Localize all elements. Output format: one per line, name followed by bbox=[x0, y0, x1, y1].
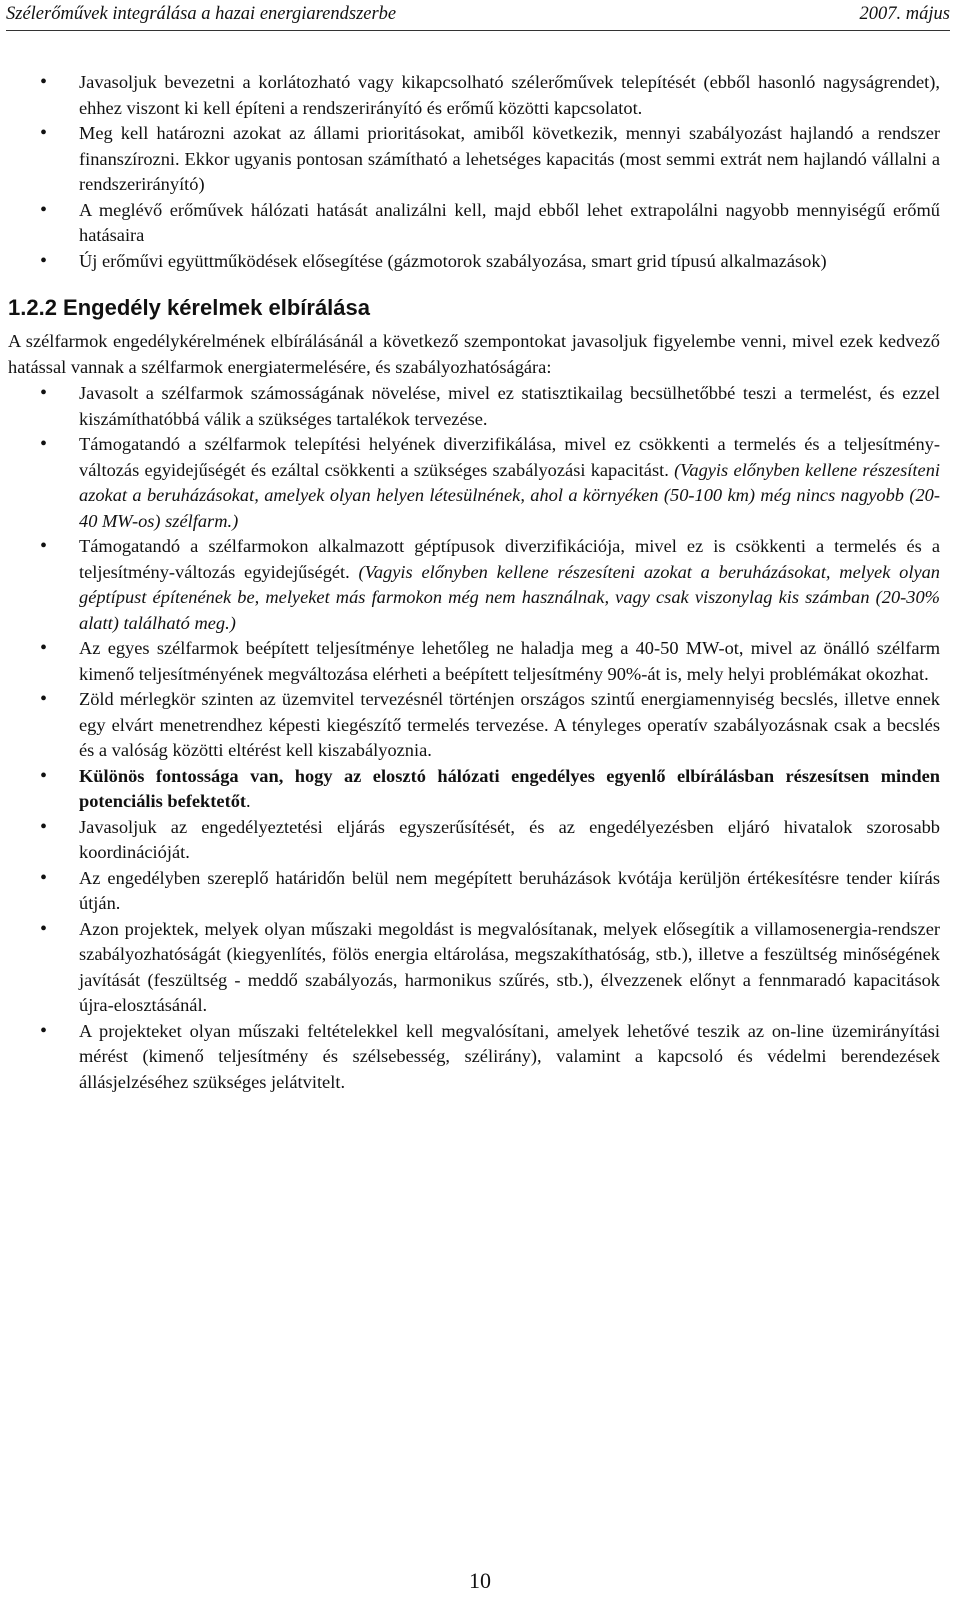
list-item bbox=[8, 432, 940, 534]
list-item: • Új erőművi együttműködések elősegítése (gázmotorok szabályozása, smart grid típusú alkalmazások) bbox=[8, 249, 940, 275]
list-item-text: Támogatandó a szélfarmok telepítési helyének diverzifikálása, mivel ez csökkenti a termelés és a teljesítmény-változás egyidejűségét és ezáltal csökkenti a szükséges szabályozási kapacitást. bbox=[79, 434, 940, 480]
list-item bbox=[8, 534, 940, 636]
list-item: • Javasoljuk bevezetni a korlátozható vagy kikapcsolható szélerőművek telepítését (ebből hasonló nagyságrendet), ehhez viszont ki kell építeni a rendszerirányító és erőmű közötti kapcsolatot. bbox=[8, 70, 940, 121]
list-item-italic-note: (Vagyis előnyben kellene részesíteni azokat a beruházásokat, amelyek olyan helyen létesülnének, ahol a környéken (50-100 km) még nincs nagyobb (20-40 MW-os) szélfarm.) bbox=[79, 459, 940, 531]
list-item: • Az engedélyben szereplő határidőn belül nem megépített beruházások kvótája kerüljön értékesítésre tender kiírás útján. bbox=[8, 866, 940, 917]
page-number: 10 bbox=[469, 1568, 491, 1593]
list-item: • Javasoljuk az engedélyeztetési eljárás egyszerűsítését, és az engedélyezésben eljáró hivatalok szorosabb koordinációját. bbox=[8, 815, 940, 866]
page-header bbox=[6, 0, 950, 31]
recommendation-list-2 bbox=[8, 381, 940, 1095]
list-item-italic-note: (Vagyis előnyben kellene részesíteni azokat a beruházásokat, melyek olyan géptípust építenének be, melyeket más farmokon még nem használnak, vagy csak viszonylag kis számban (20-30% alatt) található meg.) bbox=[79, 561, 940, 633]
recommendation-list-1 bbox=[8, 70, 940, 274]
section-intro: A szélfarmok engedélykérelmének elbírálásánál a következő szempontokat javasoljuk figyelembe venni, mivel ezek kedvező hatással vannak a szélfarmok energiatermelésére, és szabályozhatóságára: bbox=[8, 331, 940, 377]
list-item bbox=[8, 764, 940, 815]
list-item: • Zöld mérlegkör szinten az üzemvitel tervezésnél történjen országos szintű energiamennyiség becslés, illetve ennek egy elvárt menetrendhez képesti kiegészítő termelés tervezése. A tényleges operatív szabályozásnak csak a becslés és a valóság közötti eltérést kell kiszabályoznia. bbox=[8, 687, 940, 764]
list-item: • A meglévő erőművek hálózati hatását analizálni kell, majd ebből lehet extrapolálni nagyobb mennyiségű erőmű hatásaira bbox=[8, 198, 940, 249]
page-content bbox=[8, 70, 940, 1095]
list-item-text: Támogatandó a szélfarmokon alkalmazott géptípusok diverzifikációja, mivel ez is csökkenti a termelés és a teljesítmény-változás egyidejűségét. bbox=[79, 536, 940, 582]
list-item: • A projekteket olyan műszaki feltételekkel kell megvalósítani, amelyek lehetővé teszik az on-line üzemirányítási mérést (kimenő teljesítmény és szélsebesség, szélirány), valamint a kapcsoló és védelmi berendezések állásjelzéséhez szükséges jelátvitelt. bbox=[8, 1019, 940, 1096]
header-title: Szélerőművek integrálása a hazai energiarendszerbe bbox=[6, 4, 397, 24]
list-item: • Meg kell határozni azokat az állami prioritásokat, amiből következik, mennyi szabályozást hajlandó a rendszer finanszírozni. Ekkor ugyanis pontosan számítható a lehetséges kapacitás (most semmi extrát nem hajlandó vállalni a rendszerirányító) bbox=[8, 121, 940, 198]
list-item: • Azon projektek, melyek olyan műszaki megoldást is megvalósítanak, melyek elősegítik a villamosenergia-rendszer szabályozhatóságát (kiegyenlítés, fölös energia eltárolása, megszakíthatóság, stb.), illetve a feszültség minőségének javítását (feszültség - meddő szabályozás, harmonikus szűrés, stb.), élvezzenek előnyt a fennmaradó kapacitások újra-elosztásánál. bbox=[8, 917, 940, 1019]
list-item-bold-text: Különös fontossága van, hogy az elosztó hálózati engedélyes egyenlő elbírálásban részesítsen minden potenciális befektetőt bbox=[79, 765, 940, 811]
list-item: • Az egyes szélfarmok beépített teljesítménye lehetőleg ne haladja meg a 40-50 MW-ot, mivel az önálló szélfarm kimenő teljesítményének megváltozása elérheti a beépített teljesítmény 90%-át is, mely helyi problémákat okozhat. bbox=[8, 636, 940, 687]
header-date: 2007. május bbox=[859, 4, 950, 24]
section-heading: 1.2.2 Engedély kérelmek elbírálása bbox=[8, 295, 371, 320]
list-item: • Javasolt a szélfarmok számosságának növelése, mivel ez statisztikailag becsülhetőbbé teszi a termelést, és ezzel kiszámíthatóbbá válik a szükséges tartalékok tervezése. bbox=[8, 381, 940, 432]
list-item-text: . bbox=[246, 791, 251, 811]
